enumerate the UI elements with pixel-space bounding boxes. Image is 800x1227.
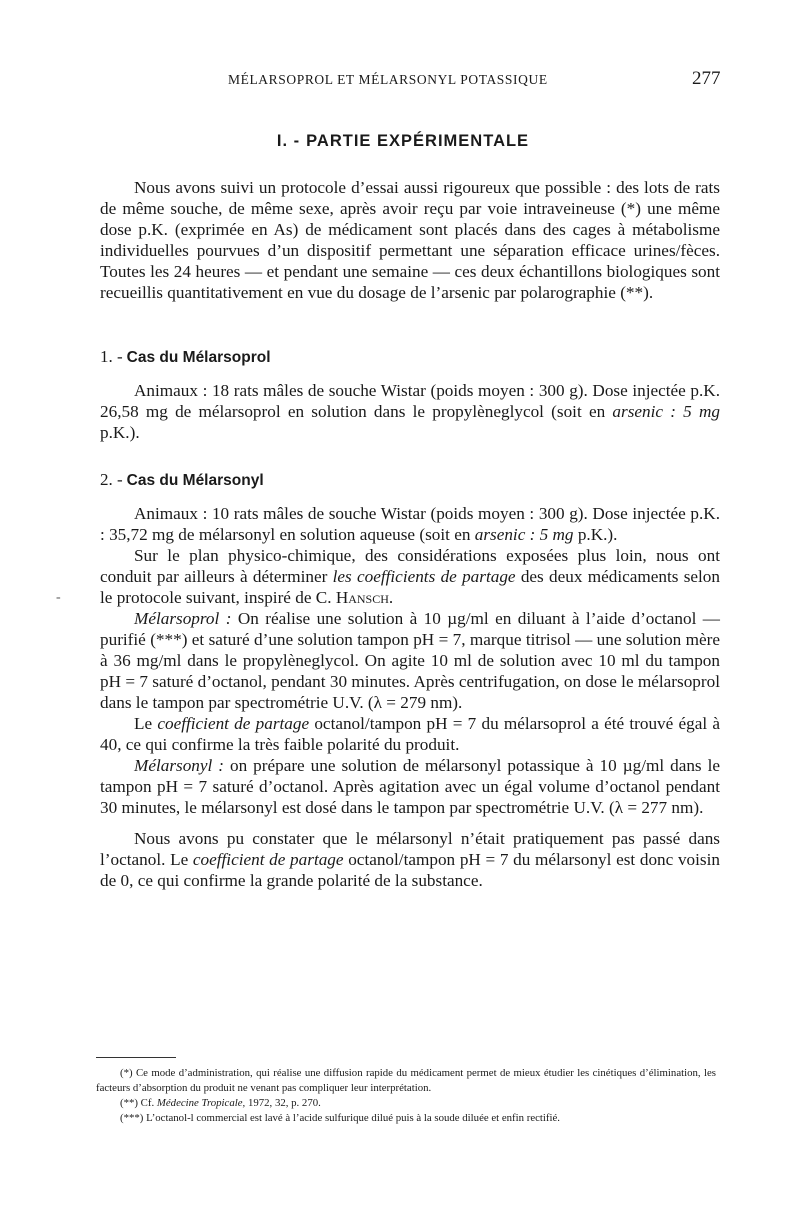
case2-emphasis: arsenic : 5 mg [474,525,574,544]
p5-emphasis: Mélarsonyl : [134,756,224,775]
p5-text: on prépare une solution de mélarsonyl potassique à 10 µg/ml dans le tampon pH = 7 saturé d’octanol. Après agitation avec un égal volume d’octanol pendant 30 minutes, le mélarsonyl est dosé dans le tampon par spectrométrie U.V. (λ = 277 nm). [100,756,720,817]
p2-emphasis: les coefficients de partage [332,567,516,586]
running-header [0,66,800,96]
case2-paragraph-3 [100,608,720,713]
p2-author: Hansch [335,588,389,607]
p2-text-c: . [388,588,394,607]
p4-text: Le [134,714,158,733]
footnote-2-text: (**) Cf. [120,1097,157,1109]
case2-paragraph-1 [100,503,720,545]
footnote-3: (***) L’octanol-l commercial est lavé à l’acide sulfurique dilué puis à la soude diluée et enfin rectifié. [120,1112,561,1124]
case1-block [100,380,720,443]
section-heading [0,132,800,151]
footnotes [96,1066,716,1126]
case2-paragraph-4 [100,713,720,755]
p4-text-b: octanol/tampon pH = 7 du mélarsoprol a été trouvé égal à 40, ce qui confirme la très faible polarité du produit. [100,714,720,754]
case2-title: Cas du Mélarsonyl [126,472,264,489]
p3-text: On réalise une solution à 10 µg/ml en diluant à l’aide d’octanol — purifié (***) et saturé d’une solution tampon pH = 7, marque titrisol — une solution mère à 36 mg/ml dans le propylèneglycol. On agite 10 ml de solution avec 10 ml du tampon pH = 7 saturé d’octanol, pendant 30 minutes. Après centrifugation, on dose le mélarsoprol dans le tampon par spectrométrie U.V. (λ = 279 nm). [100,609,720,712]
running-title: MÉLARSOPROL ET MÉLARSONYL POTASSIQUE [228,72,548,87]
page-number: 277 [692,68,721,89]
case1-paragraph [100,380,720,443]
case2-block [100,503,720,891]
case2-text-end: p.K.). [573,525,618,544]
footnote-2 [96,1096,716,1111]
case1-heading [100,347,271,367]
p6-text-b: octanol/tampon pH = 7 du mélarsonyl est donc voisin de 0, ce qui confirme la grande polarité de la substance. [100,850,720,890]
case1-title: Cas du Mélarsoprol [126,349,271,366]
case1-text-end: p.K.). [100,423,140,442]
intro-paragraph: Nous avons suivi un protocole d’essai aussi rigoureux que possible : des lots de rats de même souche, de même sexe, après avoir reçu par voie intraveineuse (*) une même dose p.K. (exprimée en As) de médicament sont placés dans des cages à métabolisme individuelles pourvues d’un dispositif permettant une séparation efficace urines/fèces. Toutes les 24 heures — et pendant une semaine — ces deux échantillons biologiques sont recueillis quantitativement en vue du dosage de l’arsenic par polarographie (**). [100,178,720,302]
footnote-2-journal: Médecine Tropicale, [156,1097,246,1109]
case2-paragraph-2 [100,545,720,608]
p2-text: Sur le plan physico-chimique, des considérations exposées plus loin, nous ont conduit par ailleurs à déterminer [100,546,720,586]
case2-paragraph-6 [100,828,720,891]
margin-mark: - [56,590,61,605]
footnote-2-ref: 1972, 32, p. 270. [245,1097,321,1109]
footnote-rule [96,1057,176,1058]
case1-text: Animaux : 18 rats mâles de souche Wistar (poids moyen : 300 g). Dose injectée p.K. 26,58 mg de mélarsoprol en solution dans le propylèneglycol (soit en [100,381,720,421]
case2-number: 2. - [100,470,123,489]
p4-emphasis: coefficient de partage [157,714,310,733]
section-number: I. - [276,132,301,150]
case2-paragraph-5 [100,755,720,818]
case2-heading [100,470,264,490]
footnote-1: (*) Ce mode d’administration, qui réalise une diffusion rapide du médicament permet de mieux étudier les cinétiques d’élimination, les facteurs d’absorption du produit ne venant pas compliquer leur interprétation. [96,1067,716,1094]
p3-emphasis: Mélarsoprol : [134,609,232,628]
case1-number: 1. - [100,347,123,366]
case2-text: Animaux : 10 rats mâles de souche Wistar (poids moyen : 300 g). Dose injectée p.K. : 35,72 mg de mélarsonyl en solution aqueuse (soit en [100,504,720,544]
p6-text: Nous avons pu constater que le mélarsonyl n’était pratiquement pas passé dans l’octanol. Le [100,829,720,869]
p6-emphasis: coefficient de partage [192,850,344,869]
case1-emphasis: arsenic : 5 mg [612,402,721,421]
intro-block [100,177,720,303]
p2-text-b: des deux médicaments selon le protocole suivant, inspiré de C. [100,567,720,607]
section-title: PARTIE EXPÉRIMENTALE [306,132,530,150]
